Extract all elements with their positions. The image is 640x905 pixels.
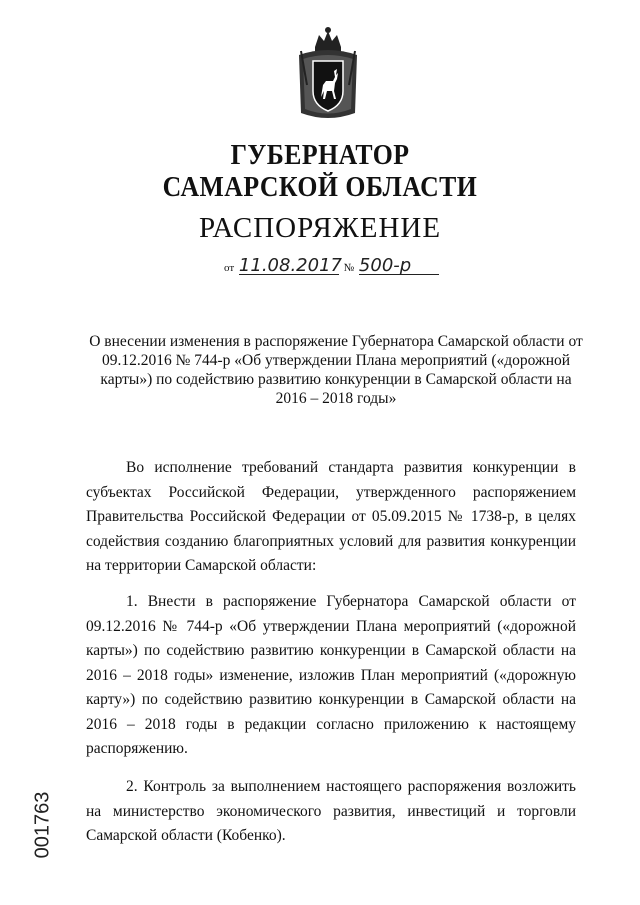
preamble-paragraph: Во исполнение требований стандарта развития конкуренции в субъектах Российской Федерации, утвержденного распоряжением Правительства Российской Федерации от 05.09.2015 № 1738-р, в целях содействия созданию благоприятных условий для развития конкуренции на территории Самарской области:	[86, 459, 576, 574]
issuer-title: ГУБЕРНАТОР	[230, 140, 410, 171]
document-type: РАСПОРЯЖЕНИЕ	[198, 212, 442, 244]
document-number: 500-р	[359, 258, 439, 275]
number-label: №	[343, 262, 355, 274]
clause-2-paragraph: 2. Контроль за выполнением настоящего распоряжения возложить на министерство экономического развития, инвестиций и торговли Самарской области (Кобенко).	[86, 778, 576, 844]
document-subject: О внесении изменения в распоряжение Губернатора Самарской области от 09.12.2016 № 744-р «Об утверждении Плана мероприятий («дорожной карты») по содействию развитию конкуренции в Самарской области на 2016 – 2018 годы»	[89, 333, 583, 407]
registration-number	[28, 780, 58, 870]
registration-number-text: 001763	[31, 791, 54, 859]
coat-of-arms-icon	[293, 25, 363, 123]
clause-1-paragraph: 1. Внести в распоряжение Губернатора Самарской области от 09.12.2016 № 744-р «Об утверждении Плана мероприятий («дорожной карты») по содействию развитию конкуренции в Самарской области на 2016 – 2018 годы» изменение, изложив План мероприятий («дорожную карту») по содействию развитию конкуренции в Самарской области на 2016 – 2018 годы в редакции согласно приложению к настоящему распоряжению.	[86, 593, 576, 757]
document-dateline	[222, 255, 439, 276]
document-date: 11.08.2017	[238, 255, 342, 276]
date-label: от	[224, 262, 235, 274]
issuer-region: САМАРСКОЙ ОБЛАСТИ	[162, 172, 478, 203]
